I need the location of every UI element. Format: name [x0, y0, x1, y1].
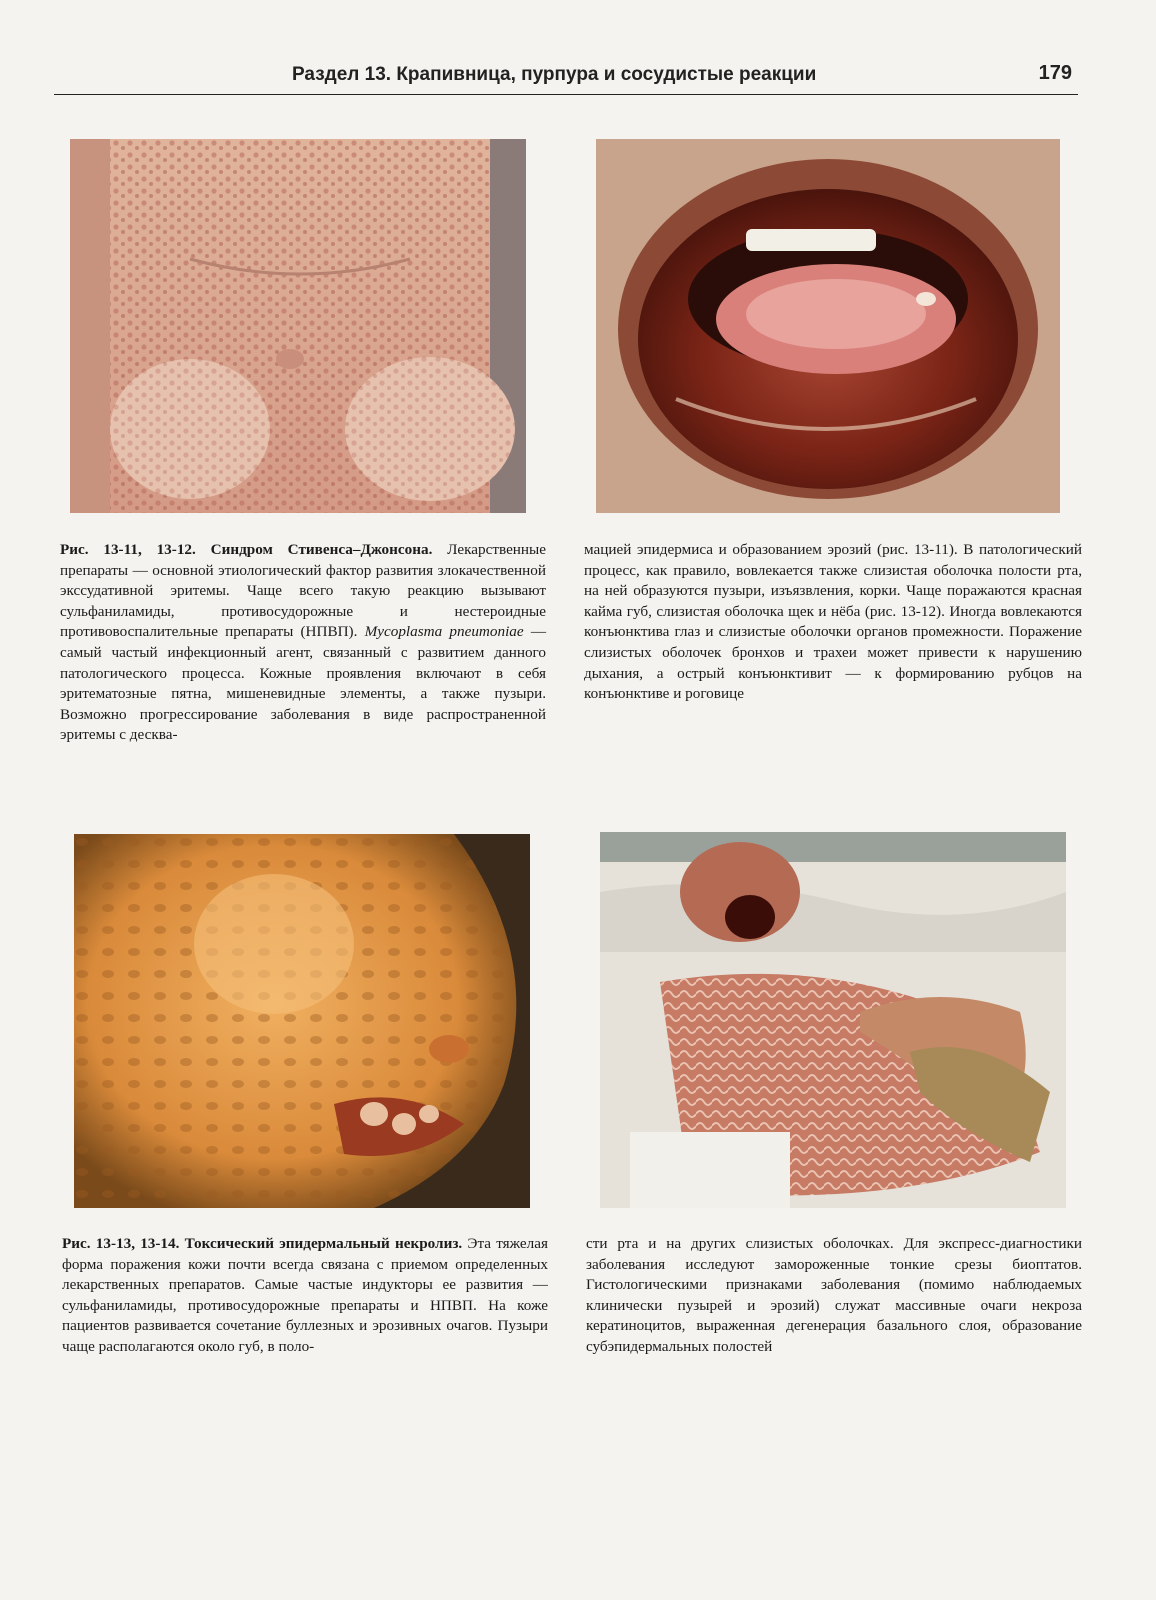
running-header — [54, 60, 1078, 95]
caption-label: Рис. 13-11, 13-12. Синдром Стивенса–Джонсона. — [60, 541, 433, 558]
caption-label: Рис. 13-13, 13-14. Токсический эпидермальный некролиз. — [62, 1235, 463, 1252]
caption-continued: сти рта и на других слизистых оболочках. Для экспресс-диагностики заболевания исследуют замороженные тонкие срезы биоптатов. Гистологическими признаками заболевания (помимо наблюдаемых клинически пузырей и эрозий) служат массивные очаги некроза кератиноцитов, выраженная дегенерация базального слоя, образование субэпидермальных полостей — [586, 1235, 1082, 1355]
caption-text-cont: — самый частый инфекционный агент, связанный с развитием данного патологического процесса. Кожные проявления включают в себя эритематозные пятна, мишеневидные элементы, а также пузыри. Возможно прогрессирование заболевания в виде распространенной эритемы с десква- — [60, 623, 547, 744]
figure-13-13-caption-continued — [586, 1234, 1082, 1358]
photo-fig-13-12 — [596, 139, 1060, 513]
photo-fig-13-13 — [74, 834, 530, 1208]
photo-fig-13-11 — [70, 139, 526, 513]
figure-13-11-caption — [60, 540, 546, 746]
figure-13-13-caption — [62, 1234, 548, 1358]
caption-text: Лекарственные препараты — основной этиологический фактор развития злокачественной экссудативной эритемы. Чаще всего такую реакцию вызывают сульфаниламиды, противосудорожные и нестероидные противовоспалительные препараты (НПВП). — [60, 541, 547, 641]
caption-continued: мацией эпидермиса и образованием эрозий (рис. 13-11). В патологический процесс, как правило, вовлекается также слизистая оболочка полости рта, на ней образуются пузыри, изъязвления, корки. Чаще поражаются красная кайма губ, слизистая оболочка щек и нёба (рис. 13-12). Иногда вовлекаются конъюнктива глаз и слизистые оболочки органов промежности. Поражение слизистых оболочек бронхов и трахеи может привести к нарушению дыхания, а острый конъюнктивит — к формированию рубцов на конъюнктиве и роговице — [584, 541, 1082, 703]
page-number: 179 — [1038, 62, 1072, 84]
figure-13-11-caption-continued — [584, 540, 1082, 705]
caption-italic-species: Mycoplasma pneumoniae — [364, 623, 524, 641]
photo-fig-13-14 — [600, 832, 1066, 1208]
caption-text: Эта тяжелая форма поражения кожи почти всегда связана с приемом определенных лекарственных препаратов. Самые частые индукторы ее развития — сульфаниламиды, противосудорожные препараты и НПВП. На коже пациентов развивается сочетание буллезных и эрозивных очагов. Пузыри чаще располагаются около губ, в поло- — [62, 1235, 548, 1355]
section-title: Раздел 13. Крапивница, пурпура и сосудистые реакции — [292, 64, 817, 85]
